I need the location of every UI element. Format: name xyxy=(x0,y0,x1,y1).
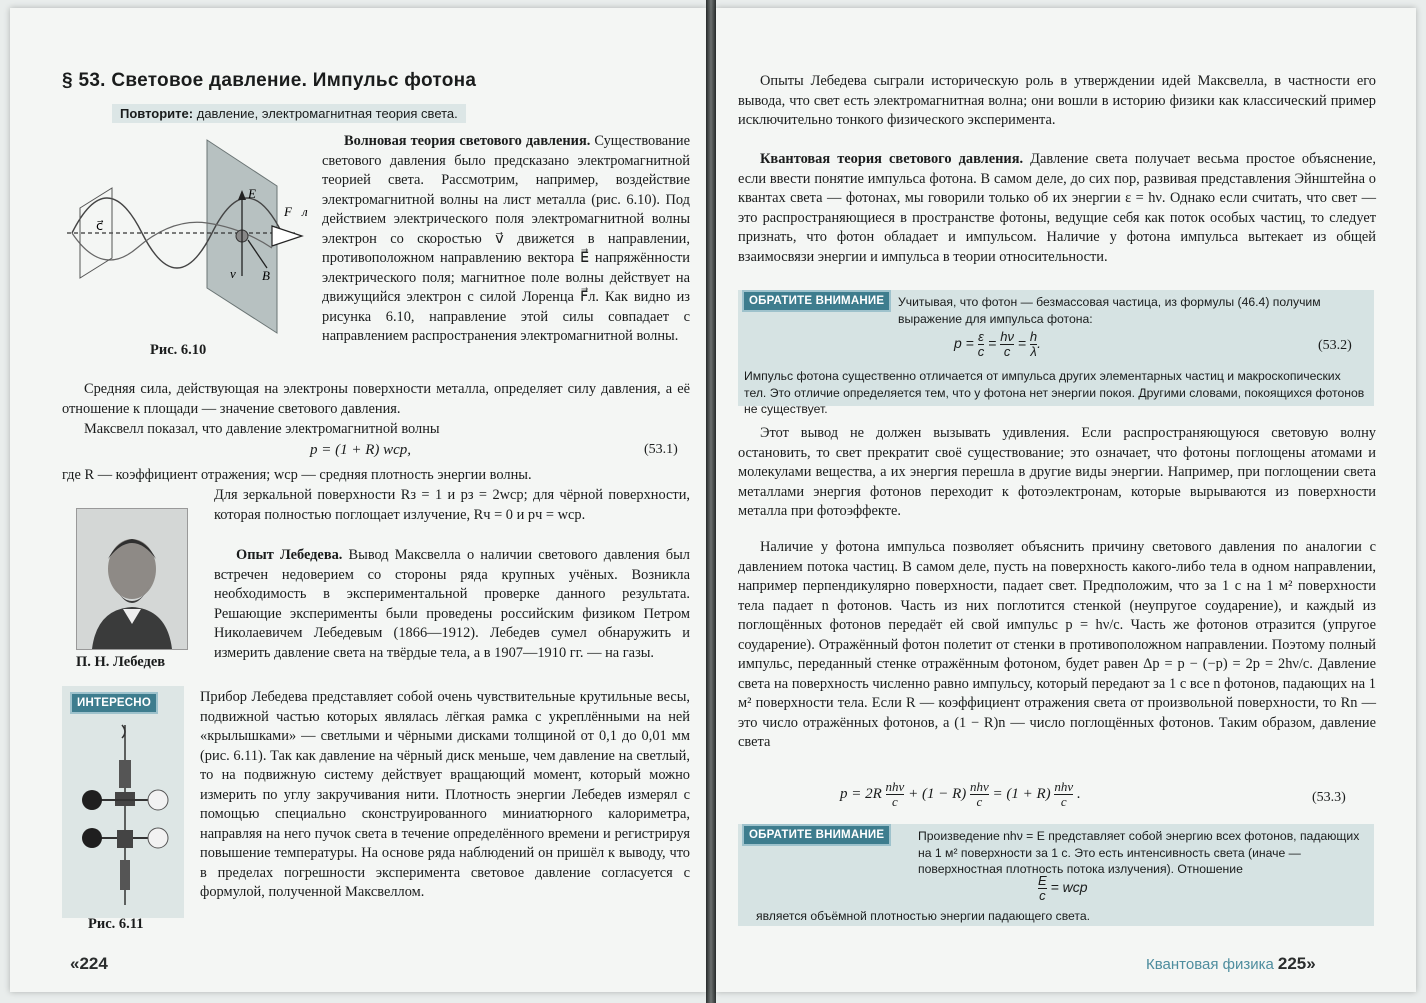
right-page xyxy=(716,8,1416,992)
maxwell-paragraph: Максвелл показал, что давление электромагнитной волны xyxy=(84,421,440,437)
frac-nhv-c-1: $\frac{\text{nhν}}{c}$ xyxy=(885,779,905,809)
frac-nhv-c-2: $\frac{\text{nhν}}{c}$ xyxy=(969,779,989,809)
note2-label: ОБРАТИТЕ ВНИМАНИЕ xyxy=(742,824,891,846)
where-paragraph: где R — коэффициент отражения; wср — средняя плотность энергии волны. xyxy=(62,467,532,483)
right-page-number: 225» xyxy=(1277,954,1316,973)
formula-part-b: + (1 − R) xyxy=(908,785,967,802)
frac-eps-c: $\frac{\varepsilon}{c}$ xyxy=(977,329,985,359)
quantum-text: Давление света получает весьма простое объяснение, если ввести понятие импульса фотона. В самом деле, до сих пор, развивая представления Эйнштейна о квантах света — фотонах, мы говорили только об их энергии ε = hν. Однако если считать, что свет — это распространяющиеся в пространстве фотоны, ведущие себя как поток особых частиц, то следует признать, что фотон обладает и импульсом. Наличие у фотона импульса вытекает из общей взаимосвязи энергии и импульса в теории относительности. xyxy=(738,151,1376,265)
label-b: B⃗ xyxy=(262,268,281,283)
quantum-paragraph xyxy=(738,150,1376,267)
quantum-title: Квантовая теория светового давления. xyxy=(760,151,1024,167)
label-c: c⃗ xyxy=(96,218,104,233)
light-disk xyxy=(148,790,168,810)
black-disk xyxy=(82,790,102,810)
formula-53-1: p = (1 + R) wср, xyxy=(310,442,412,458)
frac-h-lambda: $\frac{h}{\lambda}$ xyxy=(1029,329,1038,359)
right-footer xyxy=(1146,954,1316,974)
wave-theory-text: Существование светового давления было предсказано электромагнитной теорией света. Рассмотрим, например, воздействие электромагнитной волны на лист металла (рис. 6.10). Под действием электрического поля электромагнитной волны электрон со скоростью v⃗ движется в направлении, противоположном направлению вектора E⃗ напряжённости электрического поля; магнитное поле волны действует на движущийся электрон с силой Лоренца F⃗л. Как видно из рисунка 6.10, направление этой силы совпадает с направлением распространения электромагнитной волны. xyxy=(322,133,690,344)
formula-53-3: p = 2R $\frac{\text{nhν}}{c}$ + (1 − R) $\frac{\text{nhν}}{c}$ = (1 + R) $\frac{\text{nhν}}{c}$ . xyxy=(840,779,1081,809)
repeat-box xyxy=(112,104,466,123)
label-e: E⃗ xyxy=(248,186,267,201)
frac-nhv-c-3: $\frac{\text{nhν}}{c}$ xyxy=(1054,779,1074,809)
note2-text1: Произведение nhν = E представляет собой энергию всех фотонов, падающих на 1 м² поверхности за 1 с. Это есть интенсивность света (иначе — поверхностная плотность потока излучения). Отношение xyxy=(918,829,1360,876)
repeat-text: давление, электромагнитная теория света. xyxy=(196,106,458,121)
note1-text1: Учитывая, что фотон — безмассовая частица, из формулы (46.4) получим выражение для импульса фотона: xyxy=(898,295,1321,326)
note2-formula xyxy=(1038,874,1088,903)
left-page xyxy=(10,8,706,992)
label-v: v⃗ xyxy=(230,266,246,281)
wave-theory-paragraph xyxy=(322,132,690,347)
intro-paragraph: Опыты Лебедева сыграли историческую роль в утверждении идей Максвелла, в частности его вывода, что свет есть электромагнитная волна; они вошли в историю физики как классический пример исключительно тонкого физического эксперимента. xyxy=(738,73,1376,128)
eq-number-53-2: (53.2) xyxy=(1318,338,1352,353)
note2-text2: является объёмной плотностью энергии падающего света. xyxy=(756,909,1091,923)
wave-theory-title: Волновая теория светового давления. xyxy=(344,133,591,149)
frac-hv-c: $\frac{h\nu}{c}$ xyxy=(1000,329,1014,359)
lebedev-paragraph xyxy=(214,546,690,663)
note1-p: p = xyxy=(954,335,974,352)
mirror-paragraph: Для зеркальной поверхности Rз = 1 и pз = 2wср; для чёрной поверхности, которая полностью поглощает излучение, Rч = 0 и pч = wср. xyxy=(214,487,690,523)
frac-e-c: $\frac{E}{c}$ xyxy=(1038,873,1047,903)
section-title: § 53. Световое давление. Импульс фотона xyxy=(62,70,477,91)
note1-text2: Импульс фотона существенно отличается от импульса других элементарных частиц и макроскопических тел. Это отличие определяется тем, что у фотона нет энергии покоя. Другими словами, покоящихся фотонов не существует. xyxy=(744,369,1365,416)
portrait-caption: П. Н. Лебедев xyxy=(76,654,166,670)
figure-6-11-caption: Рис. 6.11 xyxy=(88,916,144,932)
book-gutter xyxy=(706,0,716,1003)
lebedev-text: Вывод Максвелла о наличии светового давления был встречен недоверием со стороны ряда крупных учёных. Возникла необходимость в экспериментальной проверке данного результата. Решающие эксперименты были проведены российским физиком Петром Николаевичем Лебедевым (1866—1912). Лебедев сумел обнаружить и измерить давление света на твёрдые тела, а в 1907—1910 гг. — на газы. xyxy=(214,547,690,661)
conclusion-paragraph: Этот вывод не должен вызывать удивления. Если распространяющуюся световую волну остановить, то свет прекратит своё существование; это означает, что фотоны поглощены атомами и молекулами вещества, а их энергия перешла в другие виды энергии. Например, при поглощении света металлами энергия фотонов переходит к фотоэлектронам, которые вырываются из поверхности металла при фотоэффекте. xyxy=(738,425,1376,519)
eq-number-53-3: (53.3) xyxy=(1312,790,1346,805)
device-paragraph: Прибор Лебедева представляет собой очень чувствительные крутильные весы, подвижной частью которых являлась лёгкая рамка с укреплёнными на ней «крылышками» — светлыми и чёрными дисками толщиной от 0,1 до 0,01 мм (рис. 6.11). Так как давление на чёрный диск меньше, чем давление на светлый, то на подвижную систему действует вращающий момент, который можно измерить по углу закручивания нити. Плотность энергии Лебедев измерял с помощью специально сконструированного миниатюрного калориметра, направляя на него пучок света в течение определённого времени и регистрируя повышение температуры. На основе ряда наблюдений он пришёл к выводу, что в пределах погрешности эксперимента световое давление согласуется с формулой, полученной Максвеллом. xyxy=(200,689,690,900)
torsion-balance-figure xyxy=(70,720,180,910)
lebedev-portrait xyxy=(76,508,188,650)
note1-label: ОБРАТИТЕ ВНИМАНИЕ xyxy=(742,290,891,312)
interesting-label: ИНТЕРЕСНО xyxy=(70,692,158,714)
force-arrow xyxy=(272,226,302,246)
figure-6-10-caption: Рис. 6.10 xyxy=(150,342,207,358)
avg-force-paragraph: Средняя сила, действующая на электроны поверхности металла, определяет силу давления, а её отношение к площади — значение светового давления. xyxy=(62,381,690,417)
em-wave-figure xyxy=(62,128,312,343)
portrait-silhouette xyxy=(77,509,187,649)
eq-number-53-1: (53.1) xyxy=(644,442,678,457)
footer-title: Квантовая физика xyxy=(1146,956,1274,973)
formula-part-c: = (1 + R) xyxy=(992,785,1051,802)
left-page-number: «224 xyxy=(70,954,108,973)
note2-rhs: = wср xyxy=(1050,879,1088,896)
label-f: F⃗л xyxy=(284,204,308,219)
lebedev-title: Опыт Лебедева. xyxy=(236,547,343,563)
formula-part-a: p = 2R xyxy=(840,785,882,802)
repeat-label: Повторите: xyxy=(120,106,194,121)
momentum-paragraph: Наличие у фотона импульса позволяет объяснить причину светового давления по аналогии с давлением потока частиц. В самом деле, пусть на поверхность какого-либо тела в одном направлении, например перпендикулярно поверхности, падает свет. Предположим, что за 1 с на 1 м² поверхности тела падает n фотонов. Часть из них поглотится стенкой (неупругое соударение), и каждый из поглощённых фотонов передаёт ей свой импульс p = hν/c. Часть же фотонов отразится (упругое соударение). Отражённый фотон полетит от стенки в противоположном направлении. Поэтому полный импульс, переданный стенке отражённым фотоном, будет равен Δp = p − (−p) = 2p = 2hν/c. Давление света на поверхность численно равно импульсу, который передают за 1 с все n фотонов, падающих на 1 м² поверхности тела. Если R — коэффициент отражения света от произвольной поверхности, то Rn — это число отражённых фотонов, а (1 − R)n — число поглощённых фотонов. Таким образом, давление света xyxy=(738,539,1376,750)
note1-formula: p = $\frac{\varepsilon}{c}$ = $\frac{h\nu}{c}$ = $\frac{h}{\lambda}$ . xyxy=(954,329,1042,359)
